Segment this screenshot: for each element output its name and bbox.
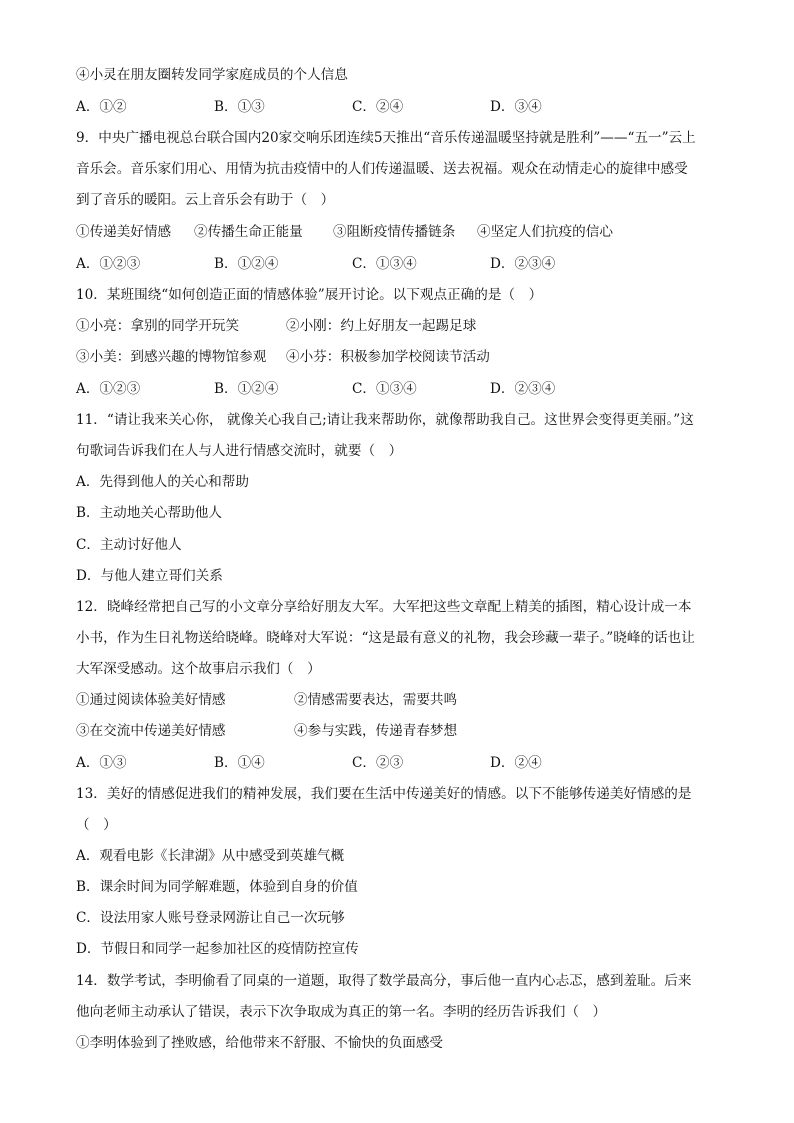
q11-option-d: D．与他人建立哥们关系 — [76, 568, 223, 584]
q11-stem-line-2: 句歌词告诉我们在人与人进行情感交流时，就要（ ） — [76, 443, 403, 459]
q12-option-c: C．②③ — [352, 755, 404, 771]
q9-statement-3: ③阻断疫情传播链条 — [333, 224, 456, 240]
q13-stem-line-1: 13．美好的情感促进我们的精神发展，我们要在生活中传递美好的情感。以下不能够传递美好情感的是 — [76, 786, 692, 802]
q12-statement-2: ②情感需要表达，需要共鸣 — [294, 692, 458, 708]
q14-stem-line-1: 14．数学考试，李明偷看了同桌的一道题，取得了数学最高分，事后他一直内心忐忑，感到羞耻。后来 — [76, 973, 692, 989]
q9-option-d: D．②③④ — [490, 256, 556, 272]
q12-option-a: A．①③ — [76, 755, 127, 771]
q9-stem-line-2: 音乐会。音乐家们用心、用情为抗击疫情中的人们传递温暖、送去祝福。观众在动情走心的旋律中感受 — [76, 161, 688, 177]
q8-option-a: A．①② — [76, 99, 127, 115]
q10-option-a: A．①②③ — [76, 381, 141, 397]
q8-option-b: B．①③ — [214, 99, 265, 115]
q12-statement-3: ③在交流中传递美好情感 — [76, 723, 226, 739]
q9-statement-4: ④坚定人们抗疫的信心 — [477, 224, 613, 240]
q9-stem-line-3: 到了音乐的暖阳。云上音乐会有助于（ ） — [76, 192, 335, 208]
q8-statement-4: ④小灵在朋友圈转发同学家庭成员的个人信息 — [76, 67, 348, 83]
q12-option-d: D．②④ — [490, 755, 542, 771]
q10-statement-3: ③小美：到感兴趣的博物馆参观 — [76, 349, 267, 365]
q13-option-a: A．观看电影《长津湖》从中感受到英雄气概 — [76, 848, 345, 864]
q9-option-c: C．①③④ — [352, 256, 417, 272]
q10-stem: 10．某班围绕“如何创造正面的情感体验”展开讨论。以下观点正确的是（ ） — [76, 287, 543, 303]
q9-statement-2: ②传播生命正能量 — [194, 224, 303, 240]
q12-statement-1: ①通过阅读体验美好情感 — [76, 692, 226, 708]
q9-option-a: A．①②③ — [76, 256, 141, 272]
q10-option-b: B．①②④ — [214, 381, 279, 397]
q12-option-b: B．①④ — [214, 755, 265, 771]
q13-option-b: B．课余时间为同学解难题，体验到自身的价值 — [76, 879, 358, 895]
q10-statement-2: ②小刚：约上好朋友一起踢足球 — [286, 318, 477, 334]
q14-statement-1: ①李明体验到了挫败感，给他带来不舒服、不愉快的负面感受 — [76, 1035, 444, 1051]
q9-stem-line-1: 9．中央广播电视总台联合国内20家交响乐团连续5天推出“音乐传递温暖坚持就是胜利”——“五一”云上 — [76, 130, 696, 146]
q13-stem-line-2: （ ） — [76, 817, 117, 833]
q12-stem-line-2: 小书，作为生日礼物送给晓峰。晓峰对大军说：“这是最有意义的礼物，我会珍藏一辈子。”晓峰的话也让 — [76, 630, 695, 646]
q11-option-a: A．先得到他人的关心和帮助 — [76, 474, 249, 490]
q9-statement-1: ①传递美好情感 — [76, 224, 172, 240]
q10-statement-1: ①小亮：拿别的同学开玩笑 — [76, 318, 240, 334]
q10-option-c: C．①③④ — [352, 381, 417, 397]
q10-option-d: D．②③④ — [490, 381, 556, 397]
q13-option-d: D．节假日和同学一起参加社区的疫情防控宣传 — [76, 941, 359, 957]
q12-stem-line-1: 12．晓峰经常把自己写的小文章分享给好朋友大军。大军把这些文章配上精美的插图，精心设计成一本 — [76, 599, 692, 615]
q11-option-b: B．主动地关心帮助他人 — [76, 505, 222, 521]
q14-stem-line-2: 他向老师主动承认了错误，表示下次争取成为真正的第一名。李明的经历告诉我们（ ） — [76, 1004, 607, 1020]
q8-option-d: D．③④ — [490, 99, 542, 115]
q11-option-c: C．主动讨好他人 — [76, 537, 182, 553]
q9-option-b: B．①②④ — [214, 256, 279, 272]
q10-statement-4: ④小芬：积极参加学校阅读节活动 — [286, 349, 490, 365]
q12-stem-line-3: 大军深受感动。这个故事启示我们（ ） — [76, 661, 321, 677]
q11-stem-line-1: 11．“请让我来关心你， 就像关心我自己;请让我来帮助你，就像帮助我自己。这世界会变得更美丽。”这 — [76, 412, 694, 428]
q13-option-c: C．设法用家人账号登录网游让自己一次玩够 — [76, 910, 345, 926]
q12-statement-4: ④参与实践，传递青春梦想 — [294, 723, 458, 739]
q8-option-c: C．②④ — [352, 99, 404, 115]
